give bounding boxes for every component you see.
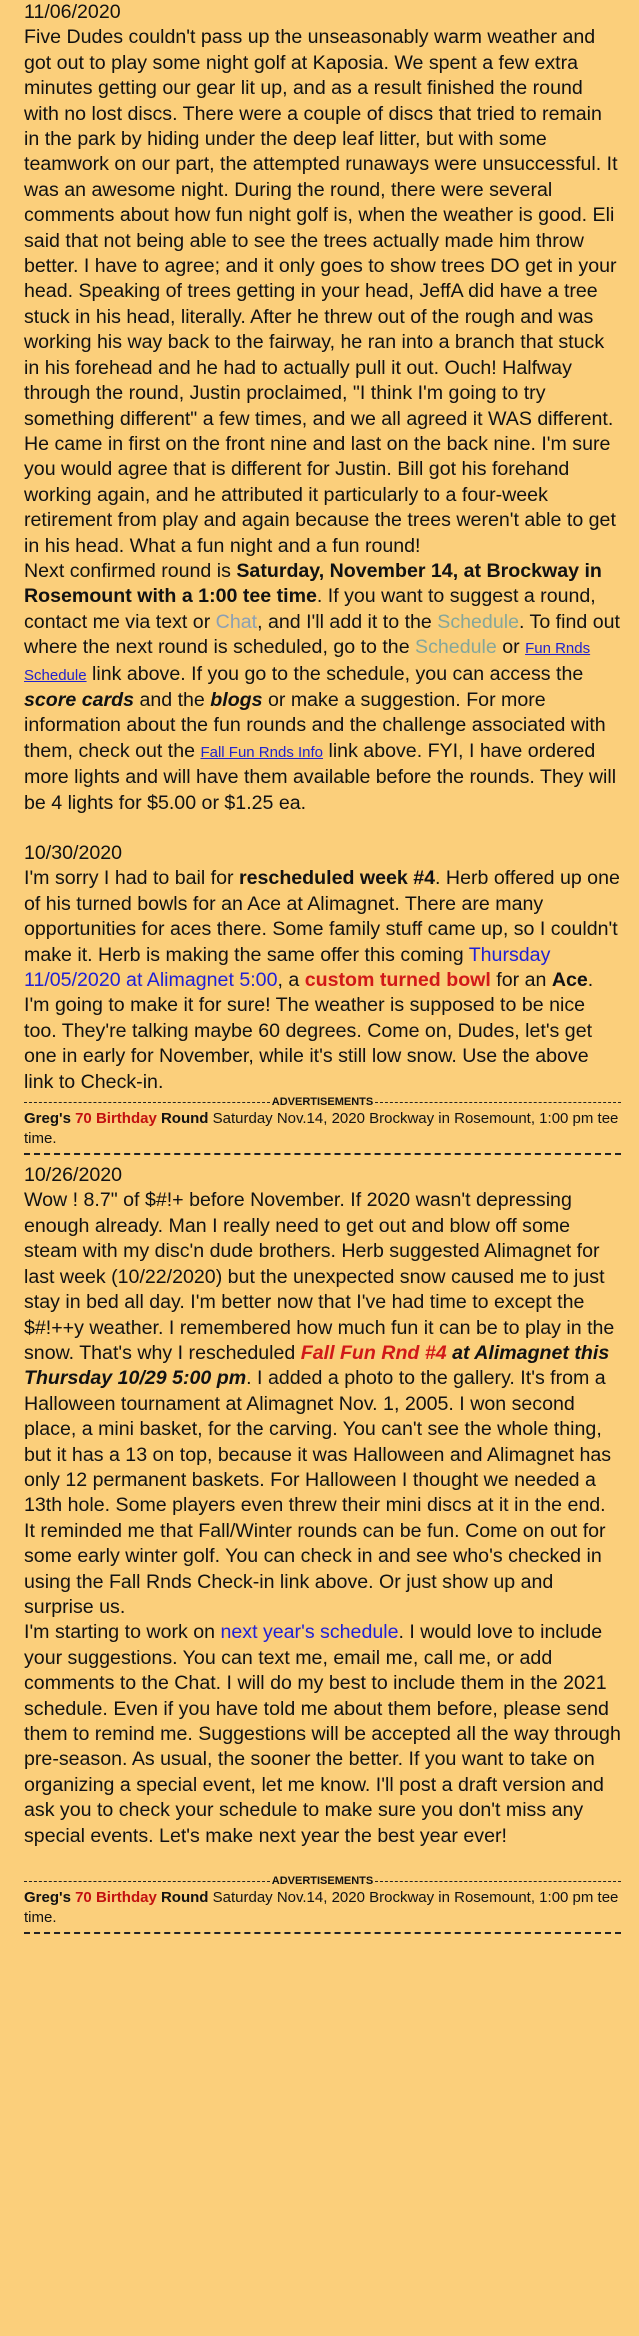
- post-body: I'm sorry I had to bail for rescheduled week #4. Herb offered up one of his turned bowls for an Ace at Alimagnet. There are many opportunities for aces there. Some family stuff came up, so I couldn't make it. Herb is making the same offer this coming Thursday 11/05/2020 at Alimagnet 5:00, a custom turned bowl for an Ace. I'm going to make it for sure! The weather is supposed to be nice too. They're talking maybe 60 degrees. Come on, Dudes, let's get one in early for November, while it's still low snow. Use the above link to Check-in.: [24, 867, 620, 1093]
- ad-label: ADVERTISEMENTS: [271, 1875, 374, 1888]
- ad-label: ADVERTISEMENTS: [271, 1096, 374, 1109]
- fall-fun-rnds-info-link[interactable]: Fall Fun Rnds Info: [200, 743, 324, 761]
- post-date: 10/26/2020: [24, 1164, 123, 1187]
- custom-bowl-highlight: custom turned bowl: [304, 969, 491, 992]
- advertisement-block: [24, 1874, 621, 1934]
- next-round-highlight: Saturday, November 14, at Brockway in Rosemount with a 1:00 tee time: [24, 559, 602, 608]
- alimagnet-checkin-link[interactable]: Thursday 11/05/2020 at Alimagnet 5:00: [24, 943, 551, 992]
- ad-divider-bottom: [24, 1932, 621, 1934]
- ad-text: Greg's 70 Birthday Round Saturday Nov.14, 2020 Brockway in Rosemount, 1:00 pm tee time.: [24, 1110, 619, 1148]
- blogs-text: blogs: [210, 688, 263, 711]
- birthday-highlight: 70 Birthday: [75, 1889, 157, 1907]
- next-round-paragraph: Next confirmed round is Saturday, November 14, at Brockway in Rosemount with a 1:00 tee time. If you want to suggest a round, contact me via text or Chat, and I'll add it to the Schedule. To find out where the next round is scheduled, go to the Schedule or Fun Rnds Schedule link above. If you go to the schedule, you can access the score cards and the blogs or make a suggestion. For more information about the fun rounds and the challenge associated with them, check out the Fall Fun Rnds Info link above. FYI, I have ordered more lights and will have them available before the rounds. They will be 4 lights for $5.00 or $1.25 ea.: [24, 559, 620, 814]
- post-body: Wow ! 8.7" of $#!+ before November. If 2020 wasn't depressing enough already. Man I really need to get out and blow off some steam with my disc'n dude brothers. Herb suggested Alimagnet for last week (10/22/2020) but the unexpected snow caused me to just stay in bed all day. I'm better now that I've had time to except the $#!++y weather. I remembered how much fun it can be to play in the snow. That's why I rescheduled Fall Fun Rnd #4 at Alimagnet this Thursday 10/29 5:00 pm. I added a photo to the gallery. It's from a Halloween tournament at Alimagnet Nov. 1, 2005. I won second place, a mini basket, for the carving. You can't see the whole thing, but it has a 13 on top, because it was Halloween and Alimagnet has only 12 permanent baskets. For Halloween I thought we needed a 13th hole. Some players even threw their mini discs at it in the end. It reminded me that Fall/Winter rounds can be fun. Come on out for some early winter golf. You can check in and see who's checked in using the Fall Rnds Check-in link above. Or just show up and surprise us.: [24, 1189, 615, 1618]
- post-body: Five Dudes couldn't pass up the unseasonably warm weather and got out to play some night golf at Kaposia. We spent a few extra minutes getting our gear lit up, and as a result finished the round with no lost discs. There were a couple of discs that tried to remain in the park by hiding under the deep leaf litter, but with some teamwork on our part, the attempted runaways were unsuccessful. It was an awesome night. During the round, there were several comments about how fun night golf is, when the weather is good. Eli said that not being able to see the trees actually made him throw better. I have to agree; and it only goes to show trees DO get in your head. Speaking of trees getting in your head, JeffA did have a tree stuck in his head, literally. After he threw out of the rough and was working his way back to the fairway, he ran into a branch that stuck in his forehead and he had to actually pull it out. Ouch! Halfway through the round, Justin proclaimed, "I think I'm going to try something different" a few times, and we all agreed it WAS different. He came in first on the front nine and last on the back nine. I'm sure you would agree that is different for Justin. Bill got his forehand working again, and he attributed it particularly to a four-week retirement from play and again because the trees weren't able to get in his head. What a fun night and a fun round!: [24, 26, 618, 557]
- score-cards-text: score cards: [24, 688, 135, 711]
- next-years-schedule-link[interactable]: next year's schedule: [220, 1621, 399, 1644]
- blog-post: [24, 1163, 621, 1849]
- schedule-link-2[interactable]: Schedule: [415, 636, 497, 659]
- birthday-highlight: 70 Birthday: [75, 1110, 157, 1128]
- post-date: 10/30/2020: [24, 842, 123, 864]
- blog-post: [24, 841, 621, 1095]
- fall-fun-rnd-highlight: Fall Fun Rnd #4: [300, 1341, 447, 1364]
- ad-divider-bottom: [24, 1153, 621, 1155]
- fun-rnds-schedule-link[interactable]: Fun Rnds Schedule: [24, 640, 591, 684]
- ad-divider: [24, 1095, 621, 1109]
- blog-post: [24, 0, 621, 816]
- ad-text: Greg's 70 Birthday Round Saturday Nov.14, 2020 Brockway in Rosemount, 1:00 pm tee time.: [24, 1889, 619, 1927]
- advertisement-block: [24, 1095, 621, 1155]
- post-body-2: I'm starting to work on next year's schedule. I would love to include your suggestions. You can text me, email me, call me, or add comments to the Chat. I will do my best to include them in the 2021 schedule. Even if you have told me about them before, please send them to remind me. Suggestions will be accepted all the way through pre-season. As usual, the sooner the better. If you want to take on organizing a special event, let me know. I'll post a draft version and ask you to check your schedule to make sure you don't miss any special events. Let's make next year the best year ever!: [24, 1621, 621, 1847]
- post-date: 11/06/2020: [24, 1, 121, 23]
- ad-divider: [24, 1874, 621, 1888]
- schedule-link[interactable]: Schedule: [437, 610, 519, 633]
- chat-link[interactable]: Chat: [215, 610, 258, 633]
